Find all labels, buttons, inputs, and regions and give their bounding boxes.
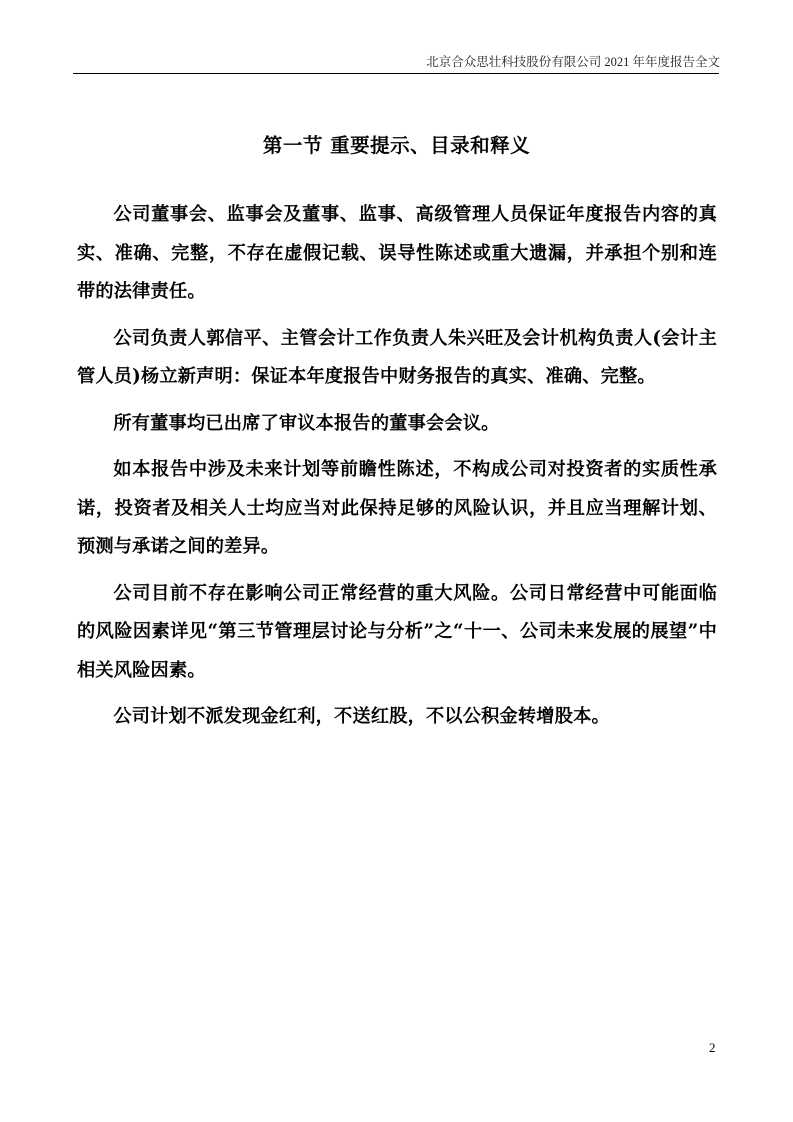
paragraph-board-guarantee: 公司董事会、监事会及董事、监事、高级管理人员保证年度报告内容的真实、准确、完整，不存在虚假记载、误导性陈述或重大遗漏，并承担个别和连带的法律责任。	[77, 204, 717, 302]
paragraph-financial-statement-declaration: 公司负责人郭信平、主管会计工作负责人朱兴旺及会计机构负责人(会计主管人员)杨立新声明：保证本年度报告中财务报告的真实、准确、完整。	[77, 327, 717, 387]
section-title: 第一节 重要提示、目录和释义	[262, 134, 531, 157]
page-number: 2	[709, 1040, 716, 1055]
body-text	[77, 196, 717, 745]
paragraph-dividend-plan: 公司计划不派发现金红利，不送红股，不以公积金转增股本。	[113, 706, 610, 727]
paragraph-risk-factors: 公司目前不存在影响公司正常经营的重大风险。公司日常经营中可能面临的风险因素详见“第三节管理层讨论与分析”之“十一、公司未来发展的展望”中相关风险因素。	[77, 582, 717, 681]
running-header: 北京合众思壮科技股份有限公司 2021 年年度报告全文	[426, 55, 720, 69]
header-rule	[73, 73, 719, 74]
paragraph-forward-looking-statements: 如本报告中涉及未来计划等前瞻性陈述，不构成公司对投资者的实质性承诺，投资者及相关人士均应当对此保持足够的风险认识，并且应当理解计划、预测与承诺之间的差异。	[77, 459, 717, 557]
paragraph-director-attendance: 所有董事均已出席了审议本报告的董事会会议。	[113, 412, 500, 434]
